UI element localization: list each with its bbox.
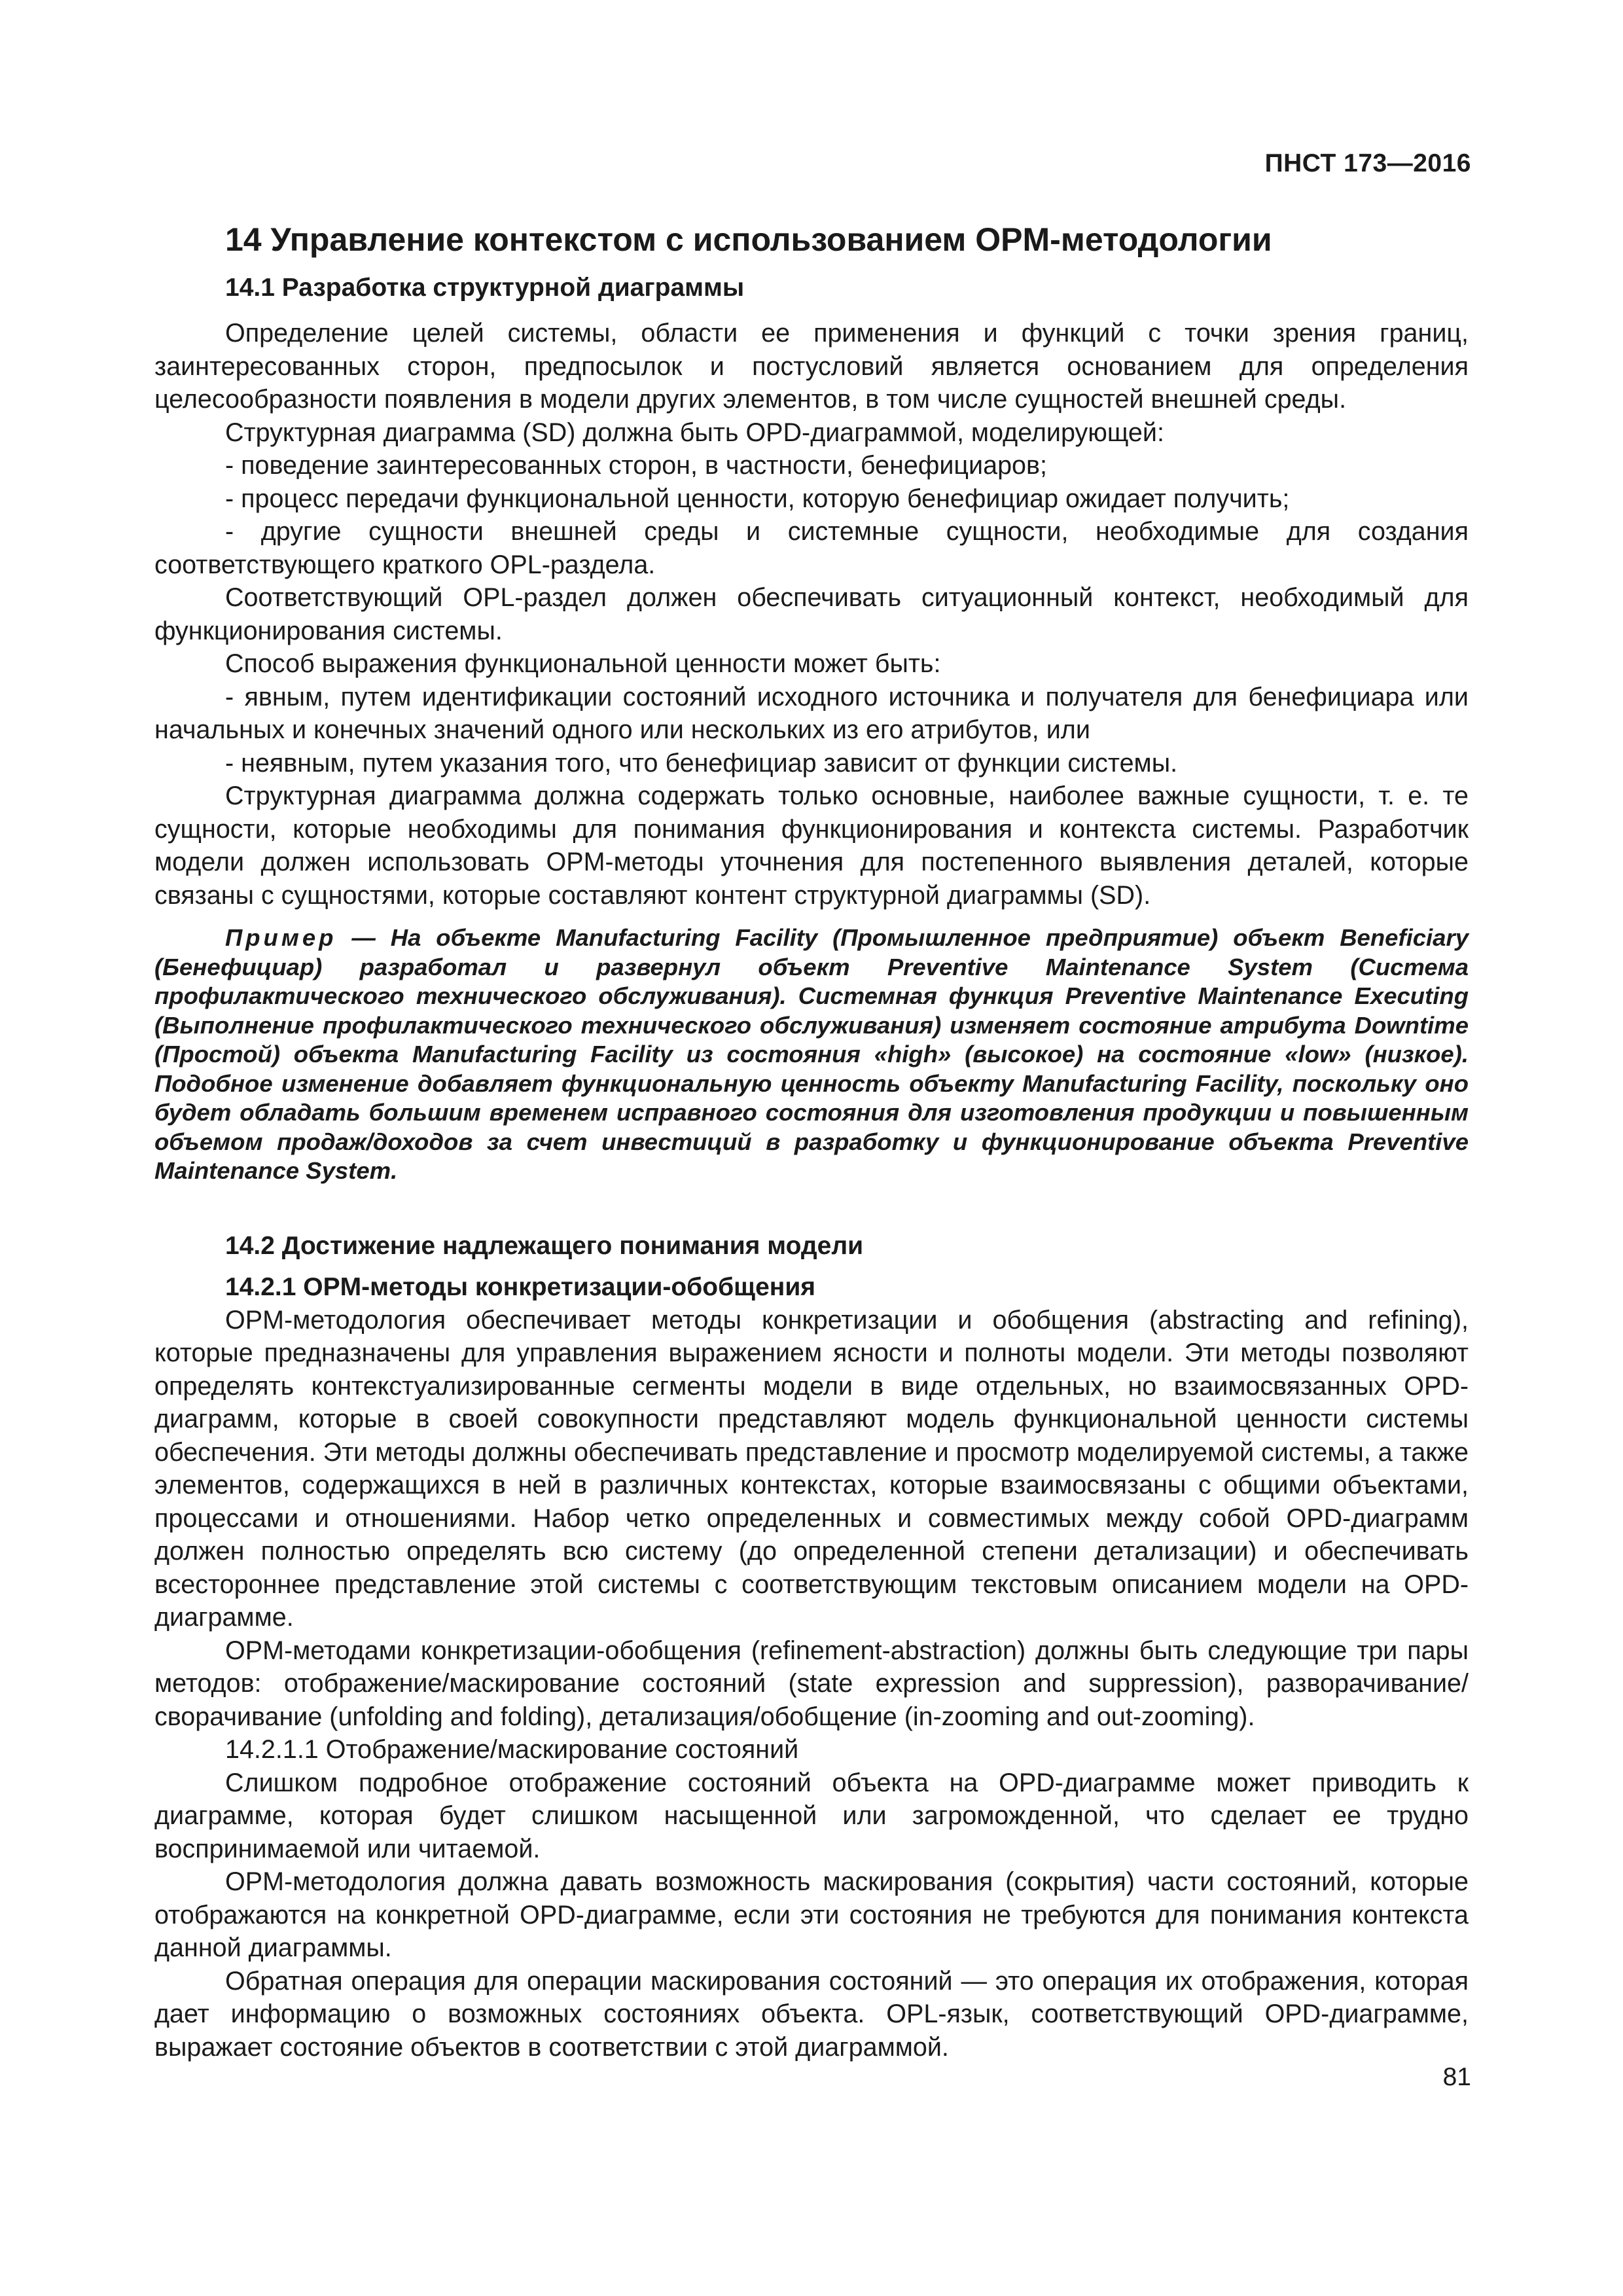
subsection-14-2-1-1-heading: 14.2.1.1 Отображение/маскирование состояний bbox=[225, 1735, 799, 1764]
document-code: ПНСТ 173—2016 bbox=[1264, 149, 1471, 177]
paragraph: OPM-методология должна давать возможность маскирования (сокрытия) части состояний, которые отображаются на конкретной OPD-диаграмме, если эти состояния не требуются для понимания контекста данной диаграммы. bbox=[154, 1867, 1469, 1962]
list-item: - другие сущности внешней среды и системные сущности, необходимые для создания соответствующего краткого OPL-раздела. bbox=[154, 517, 1469, 579]
list-item: - процесс передачи функциональной ценности, которую бенефициар ожидает получить; bbox=[225, 484, 1290, 513]
paragraph: OPM-методология обеспечивает методы конкретизации и обобщения (abstracting and refining), которые предназначены для управления выражением ясности и полноты модели. Эти методы позволяют определять контекстуализированные сегменты модели в виде отдельных, но взаимосвязанных OPD-диаграмм, которые в своей совокупности представляют модель функциональной ценности системы обеспечения. Эти методы должны обеспечивать представление и просмотр моделируемой системы, а также элементов, содержащихся в ней в различных контекстах, которые взаимосвязаны с общими объектами, процессами и отношениями. Набор четко определенных и совместимых между собой OPD-диаграмм должен полностью определять всю систему (до определенной степени детализации) и обеспечивать всестороннее представление этой системы с соответствующим текстовым описанием модели на OPD-диаграмме. bbox=[154, 1305, 1469, 1632]
page-number: 81 bbox=[1442, 2063, 1471, 2091]
paragraph: Обратная операция для операции маскирования состояний — это операция их отображения, которая дает информацию о возможных состояниях объекта. OPL-язык, соответствующий OPD-диаграмме, выражает состояние объектов в соответствии с этой диаграммой. bbox=[154, 1966, 1469, 2062]
paragraph: Соответствующий OPL-раздел должен обеспечивать ситуационный контекст, необходимый для функционирования системы. bbox=[154, 583, 1469, 645]
paragraph: Слишком подробное отображение состояний объекта на OPD-диаграмме может приводить к диаграмме, которая будет слишком насыщенной или загроможденной, что сделает ее трудно воспринимаемой или читаемой. bbox=[154, 1768, 1469, 1863]
example-note bbox=[154, 924, 1469, 1186]
section-14-heading: 14 Управление контекстом с использованием OPM-методологии bbox=[225, 221, 1272, 258]
paragraph: Определение целей системы, области ее применения и функций с точки зрения границ, заинтересованных сторон, предпосылок и постусловий является основанием для определения целесообразности появления в модели других элементов, в том числе сущностей внешней среды. bbox=[154, 319, 1469, 414]
example-label: Пример bbox=[225, 924, 337, 951]
paragraph: OPM-методами конкретизации-обобщения (refinement-abstraction) должны быть следующие три пары методов: отображение/маскирование состояний (state expression and suppression), разворачивание/сворачивание (unfolding and folding), детализация/обобщение (in-zooming and out-zooming). bbox=[154, 1636, 1469, 1731]
list-item: - явным, путем идентификации состояний исходного источника и получателя для бенефициара или начальных и конечных значений одного или нескольких из его атрибутов, или bbox=[154, 682, 1469, 744]
paragraph: Способ выражения функциональной ценности может быть: bbox=[225, 649, 941, 678]
section-14-2-heading: 14.2 Достижение надлежащего понимания модели bbox=[225, 1231, 864, 1260]
section-14-1-heading: 14.1 Разработка структурной диаграммы bbox=[225, 274, 745, 302]
list-item: - поведение заинтересованных сторон, в частности, бенефициаров; bbox=[225, 451, 1047, 480]
section-14-2-1-heading: 14.2.1 OPM-методы конкретизации-обобщения bbox=[225, 1272, 816, 1301]
list-item: - неявным, путем указания того, что бенефициар зависит от функции системы. bbox=[225, 748, 1178, 778]
paragraph: Структурная диаграмма (SD) должна быть OPD-диаграммой, моделирующей: bbox=[225, 418, 1164, 447]
example-text: — На объекте Manufacturing Facility (Промышленное предприятие) объект Beneficiary (Бенефициар) разработал и развернул объект Preventive Maintenance System (Система профилактического технического обслуживания). Системная функция Preventive Maintenance Executing (Выполнение профилактического технического обслуживания) изменяет состояние атрибута Downtime (Простой) объекта Manufacturing Facility из состояния «high» (высокое) на состояние «low» (низкое). Подобное изменение добавляет функциональную ценность объекту Manufacturing Facility, поскольку оно будет обладать большим временем исправного состояния для изготовления продукции и повышенным объемом продаж/доходов за счет инвестиций в разработку и функционирование объекта Preventive Maintenance System. bbox=[154, 924, 1469, 1184]
paragraph: Структурная диаграмма должна содержать только основные, наиболее важные сущности, т. е. те сущности, которые необходимы для понимания функционирования и контекста системы. Разработчик модели должен использовать OPM-методы уточнения для постепенного выявления деталей, которые связаны с сущностями, которые составляют контент структурной диаграммы (SD). bbox=[154, 781, 1469, 910]
page-content bbox=[154, 216, 1469, 2064]
